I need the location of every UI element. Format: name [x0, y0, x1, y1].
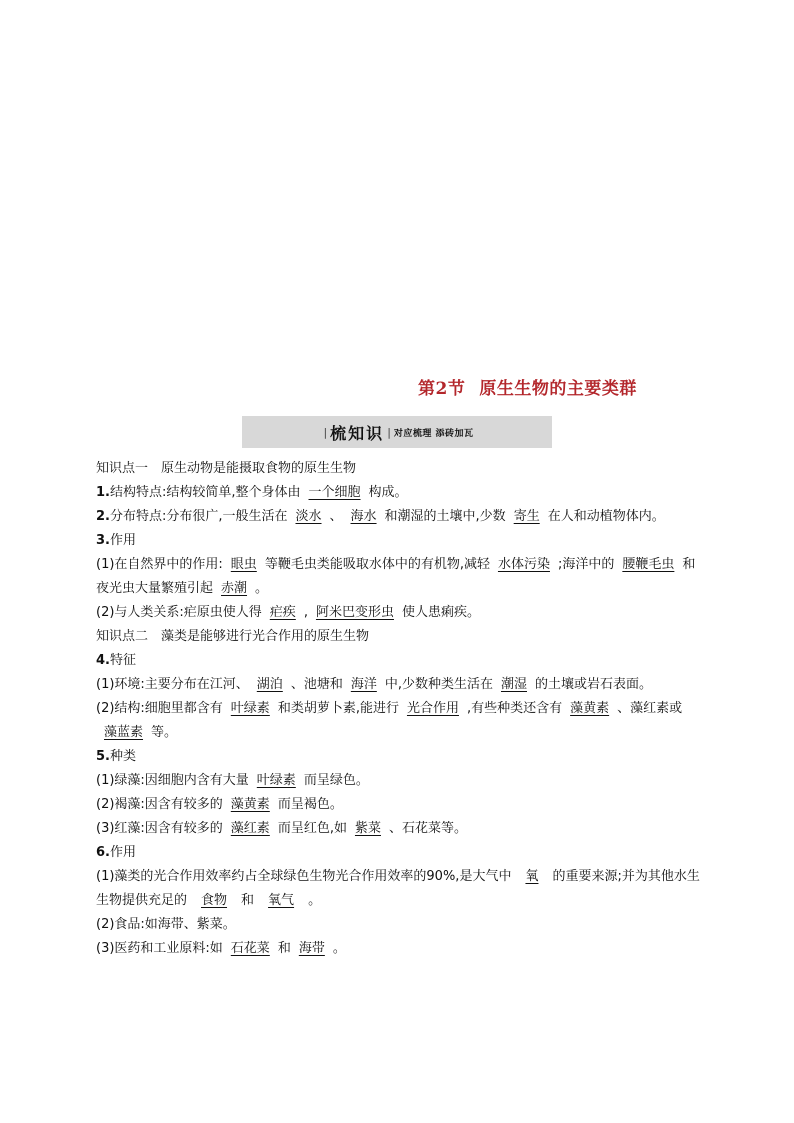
banner-bar-left: | [323, 425, 328, 439]
section-number: 第2节 [418, 379, 466, 399]
answer-blank: 赤潮 [221, 581, 248, 596]
item-nature-role: (1)在自然界中的作用: 眼虫 等鞭毛虫类能吸取水体中的有机物,减轻 水体污染 ;海洋中的 腰鞭毛虫 和夜光虫大量繁殖引起 赤潮 。 [96, 557, 696, 596]
item-function-heading: 3.作用 [96, 533, 136, 548]
banner-bar-right: | [387, 425, 391, 439]
answer-blank: 藻蓝素 [104, 725, 144, 740]
item-photosynthesis: (1)藻类的光合作用效率约占全球绿色生物光合作用效率的90%,是大气中 氧 的重要来源;并为其他水生生物提供充足的 食物 和 氧气 。 [96, 869, 700, 908]
item-structure: 1.结构特点:结构较简单,整个身体由 一个细胞 构成。 [96, 485, 408, 500]
answer-blank: 氧 [525, 869, 539, 884]
answer-blank: 湖泊 [256, 677, 283, 692]
answer-blank: 腰鞭毛虫 [622, 557, 675, 572]
banner-main-label: 梳知识 [330, 423, 385, 443]
answer-blank: 疟疾 [269, 605, 296, 620]
answer-blank: 淡水 [295, 509, 322, 524]
answer-blank: 阿米巴变形虫 [315, 605, 394, 620]
item-human-relation: (2)与人类关系:疟原虫使人得 疟疾 , 阿米巴变形虫 使人患痢疾。 [96, 605, 480, 620]
answer-blank: 一个细胞 [308, 485, 361, 500]
item-cell-structure: (2)结构:细胞里都含有 叶绿素 和类胡萝卜素,能进行 光合作用 ,有些种类还含有 藻黄素 、藻红素或藻蓝素 等。 [96, 701, 683, 740]
knowledge-point-1-heading: 知识点一 原生动物是能摄取食物的原生生物 [96, 461, 357, 476]
section-title [418, 374, 637, 399]
answer-blank: 紫菜 [354, 821, 381, 836]
item-types-heading: 5.种类 [96, 749, 136, 764]
item-distribution: 2.分布特点:分布很广,一般生活在 淡水 、 海水 和潮湿的土壤中,少数 寄生 在人和动植物体内。 [96, 509, 665, 524]
item-green-algae: (1)绿藻:因细胞内含有大量 叶绿素 而呈绿色。 [96, 773, 369, 788]
item-red-algae: (3)红藻:因含有较多的 藻红素 而呈红色,如 紫菜 、石花菜等。 [96, 821, 467, 836]
answer-blank: 海洋 [350, 677, 377, 692]
item-medicine-industry: (3)医药和工业原料:如 石花菜 和 海带 。 [96, 941, 346, 956]
item-algae-function-heading: 6.作用 [96, 845, 136, 860]
answer-blank: 光合作用 [406, 701, 459, 716]
notes-content [96, 457, 700, 961]
answer-blank: 水体污染 [497, 557, 550, 572]
knowledge-point-2-heading: 知识点二 藻类是能够进行光合作用的原生生物 [96, 629, 370, 644]
banner-sub-label: 对应梳理 添砖加瓦 [393, 428, 474, 439]
answer-blank: 藻红素 [230, 821, 270, 836]
answer-blank: 藻黄素 [230, 797, 270, 812]
knowledge-banner [242, 416, 552, 448]
answer-blank: 海水 [350, 509, 377, 524]
answer-blank: 藻黄素 [570, 701, 610, 716]
answer-blank: 寄生 [513, 509, 540, 524]
item-food: (2)食品:如海带、紫菜。 [96, 917, 236, 932]
answer-blank: 海带 [298, 941, 325, 956]
answer-blank: 食物 [201, 893, 228, 908]
item-features-heading: 4.特征 [96, 653, 136, 668]
answer-blank: 眼虫 [230, 557, 257, 572]
answer-blank: 氧气 [268, 893, 295, 908]
answer-blank: 潮湿 [500, 677, 527, 692]
item-brown-algae: (2)褐藻:因含有较多的 藻黄素 而呈褐色。 [96, 797, 343, 812]
answer-blank: 石花菜 [230, 941, 270, 956]
answer-blank: 叶绿素 [256, 773, 296, 788]
item-environment: (1)环境:主要分布在江河、 湖泊 、池塘和 海洋 中,少数种类生活在 潮湿 的土壤或岩石表面。 [96, 677, 653, 692]
answer-blank: 叶绿素 [230, 701, 270, 716]
section-name: 原生生物的主要类群 [479, 379, 637, 399]
